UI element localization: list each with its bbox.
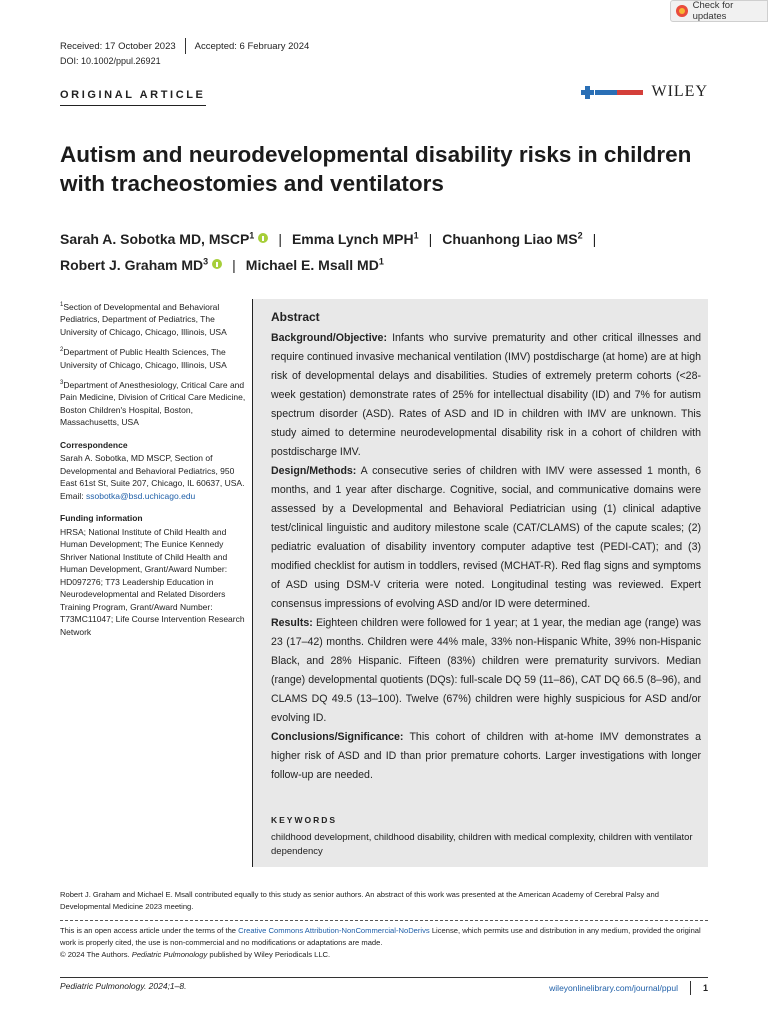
license-note: This is an open access article under the terms of the Creative Commons Attribution-NonCommercial-NoDerivs License, which permits use and distribution in any medium, provided the original work is properly cited, the use is non-commercial and no modifications or adaptations are made. © 2024 The Authors. Pediatric Pulmonology published by Wiley Periodicals LLC. [60,926,701,959]
divider: | [278,230,282,247]
accepted-date: Accepted: 6 February 2024 [194,40,310,52]
wiley-logo: WILEY [651,83,708,100]
orcid-icon[interactable] [212,259,222,269]
divider: | [232,257,236,274]
license-link[interactable]: Creative Commons Attribution-NonCommercial-NoDerivs [238,926,430,935]
article-type: ORIGINAL ARTICLE [60,89,206,106]
keywords-heading: KEYWORDS [271,815,338,825]
funding-heading: Funding information [60,513,143,524]
author[interactable]: Sarah A. Sobotka MD, MSCP$^1$ [60,230,255,247]
divider [60,920,708,921]
divider [690,981,691,995]
correspondence-heading: Correspondence [60,439,128,450]
correspondence-text: Sarah A. Sobotka, MD MSCP, Section of Developmental and Behavioral Pediatrics, 950 East 61st St, Suite 207, Chicago, IL 60637, USA. Email: ssobotka@bsd.uchicago.edu [60,453,245,501]
author[interactable]: Emma Lynch MPH$^1$ [291,230,419,247]
author-list [60,224,720,277]
received-date: Received: 17 October 2023 [60,40,176,52]
abstract-results: Results: Eighteen children were followed for 1 year; at 1 year, the median age (range) was 23 (17–42) months. Children were 44% male, 33% non-Hispanic White, 39% non-Hispanic Black, and 28% Hispanic. Fifteen (83%) children were prematurity survivors. Median (range) developmental quotients (DQs): full-scale DQ 59 (11–86), CAT DQ 66.5 (8–96), and CLAMS DQ 49.5 (13–100). Twelve (67%) children were highly suspicious for ASD and/or evolving ID. [271,617,701,724]
affiliation: $^3$Department of Anesthesiology, Critical Care and Pain Medicine, Division of Critical Care Medicine, Boston Children's Hospital, Boston, Massachusetts, USA [60,379,246,428]
crossmark-icon [676,5,688,17]
author[interactable]: Chuanhong Liao $MS^2$ [442,230,583,247]
abstract-methods: Design/Methods: A consecutive series of children with IMV were assessed 1 month, 6 months, and 1 year after discharge. Cognitive, social, and communicative domains were assessed by a Developmental and Behavioral Pediatrician using (1) clinical adaptive test/clinical linguistic and auditory milestone scale (CAT/CLAMS) of the capute scales; (2) pediatric evaluation of disability inventory computer adaptive test (PEDI-CAT); and (3) modified checklist for autism in toddlers, revised (MCHAT-R). Red flag signs and symptoms of ASD using DSM-V criteria were noted. Longitudinal testing was reviewed. Expert consensus impressions of evolving ASD and/or ID were determined. [271,465,701,610]
journal-url-link[interactable]: wileyonlinelibrary.com/journal/ppul [549,983,678,993]
orcid-icon[interactable] [258,233,268,243]
affiliation: $^2$Department of Public Health Sciences, The University of Chicago, Chicago, Illinois, USA [60,347,227,370]
divider: | [592,230,597,247]
sidebar-info [60,299,248,644]
divider: | [428,230,433,247]
divider [185,38,186,54]
funding-text: HRSA; National Institute of Child Health and Human Development; The Eunice Kennedy Shriver National Institute of Child Health and Human Development, Grant/Award Number: HD097276; T73 Leadership Education in Neurodevelopmental and Related Disorders Training Program, Grant/Award Number: T73MC11047; Life Course Intervention Research Network [60,526,245,637]
email-link[interactable]: ssobotka@bsd.uchicago.edu [86,490,196,501]
keywords: childhood development, childhood disability, children with medical complexity, children with ventilator dependency [271,832,693,857]
journal-citation: Pediatric Pulmonology. 2024;1–8. [60,981,187,991]
bar-logo-icon [581,86,643,99]
check-for-updates-label: Check for updates [692,0,734,22]
article-title: Autism and neurodevelopmental disability risks in children with tracheostomies and ventilators [60,142,692,196]
abstract-box [252,299,708,867]
dates-row [60,38,309,54]
abstract-background: Background/Objective: Infants who survive prematurity and other critical illnesses and require continued invasive mechanical ventilation (IMV) postdischarge (at home) are at high risk of developmental delays and disabilities. Studies of extremely preterm cohorts (<28-week gestation) demonstrate rates of 25% for intellectual disability (ID) and 7% for autism spectrum disorder (ASD). Rates of ASD and ID in children with IMV are unknown. This study aimed to determine neurodevelopmental disability risk in a cohort of children with postdischarge IMV. [271,332,701,458]
page-number: 1 [702,983,708,993]
author[interactable]: Michael E. Msall $MD^1$ [245,256,384,274]
publisher-logos [581,83,708,101]
footer-right [549,981,708,995]
doi[interactable]: DOI: 10.1002/ppul.26921 [60,56,161,66]
affiliation: $^1$Section of Developmental and Behavioral Pediatrics, Department of Pediatrics, The University of Chicago, Chicago, Illinois, USA [60,301,227,337]
abstract-conclusions: Conclusions/Significance: This cohort of children with at-home IMV demonstrates a higher risk of ASD and ID than prior premature cohorts. Larger investigations with longer follow-up are needed. [271,731,701,781]
footer-divider [60,977,708,978]
abstract-heading: Abstract [271,310,320,324]
senior-author-note: Robert J. Graham and Michael E. Msall contributed equally to this study as senior authors. An abstract of this work was presented at the American Academy of Cerebral Palsy and Developmental Medicine 2023 meeting. [60,890,659,911]
author[interactable]: Robert J. Graham $MD^3$ [60,256,209,274]
check-for-updates-button[interactable] [670,0,768,22]
